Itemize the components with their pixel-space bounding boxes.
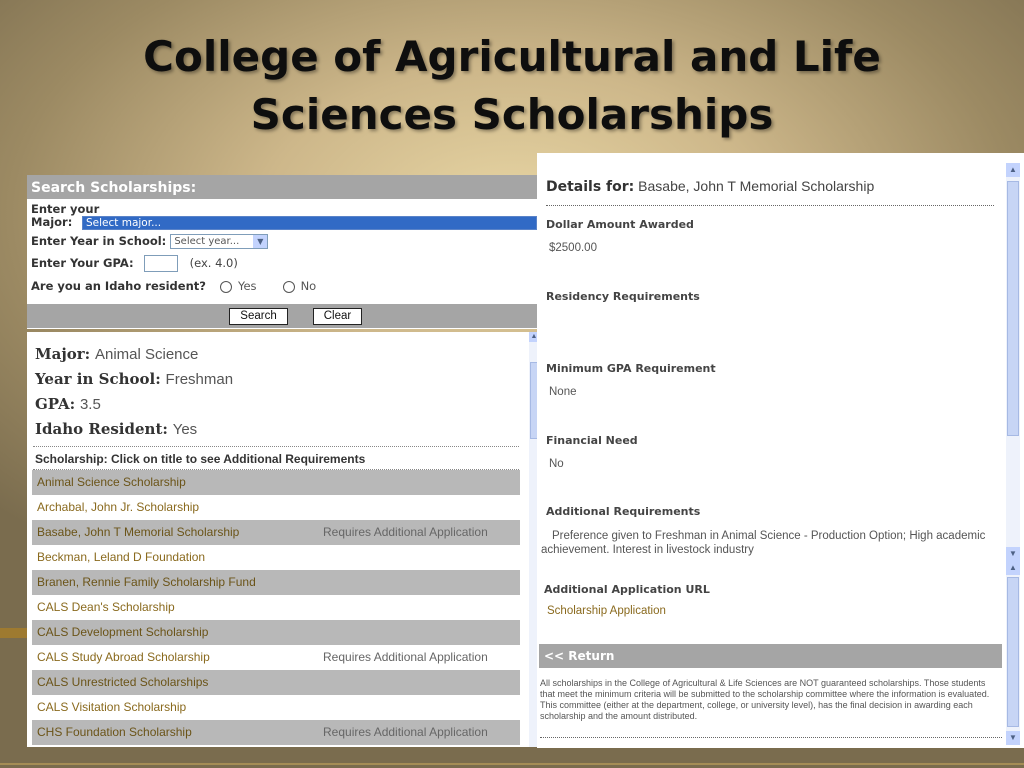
slide-accent-left xyxy=(0,628,27,638)
residency-label: Residency Requirements xyxy=(546,290,700,303)
scholarship-title-link[interactable]: Beckman, Leland D Foundation xyxy=(37,550,206,564)
details-scrollbar[interactable] xyxy=(1006,163,1020,745)
enter-your-label: Enter your xyxy=(31,202,100,216)
application-url-label: Additional Application URL xyxy=(544,583,710,596)
financial-need-label: Financial Need xyxy=(546,434,638,447)
slide-title-line-2: Sciences Scholarships xyxy=(250,90,774,139)
scholarship-row[interactable] xyxy=(32,520,520,545)
min-gpa-value: None xyxy=(549,386,577,398)
scroll-up-icon[interactable]: ▲ xyxy=(1006,163,1020,177)
scholarship-title-link[interactable]: CALS Dean's Scholarship xyxy=(37,600,175,614)
return-button[interactable]: << Return xyxy=(539,644,1002,668)
scholarship-title-link[interactable]: CHS Foundation Scholarship xyxy=(37,725,192,739)
scroll-up-icon[interactable]: ▲ xyxy=(1006,561,1020,575)
slide-title xyxy=(0,28,1024,144)
search-panel xyxy=(27,175,540,329)
details-title xyxy=(546,178,874,195)
major-select[interactable]: Select major... xyxy=(82,216,537,230)
scholarship-row[interactable] xyxy=(32,570,520,595)
resident-label: Are you an Idaho resident? xyxy=(31,279,206,293)
search-button[interactable]: Search xyxy=(229,308,288,325)
details-for-label: Details for: xyxy=(546,179,635,195)
resident-no-radio[interactable] xyxy=(283,281,295,293)
scholarship-row[interactable] xyxy=(32,645,520,670)
result-gpa-label: GPA: xyxy=(35,395,76,413)
search-header: Search Scholarships: xyxy=(27,175,539,199)
divider xyxy=(540,737,1002,738)
scholarship-list-header: Scholarship: Click on title to see Additional Requirements xyxy=(35,452,366,466)
resident-yes-radio[interactable] xyxy=(220,281,232,293)
result-resident-value: Yes xyxy=(172,421,198,438)
details-scholarship-name: Basabe, John T Memorial Scholarship xyxy=(638,178,875,194)
result-gpa-value: 3.5 xyxy=(79,396,101,413)
divider xyxy=(546,205,994,206)
results-panel xyxy=(27,332,539,747)
year-label: Enter Year in School: xyxy=(31,234,167,248)
year-select-value: Select year... xyxy=(174,236,240,247)
chevron-down-icon[interactable]: ▼ xyxy=(253,235,267,248)
scholarship-row[interactable] xyxy=(32,670,520,695)
scholarship-row[interactable] xyxy=(32,720,520,745)
slide-title-line-1: College of Agricultural and Life xyxy=(143,32,881,81)
scholarship-title-link[interactable]: Animal Science Scholarship xyxy=(37,475,186,489)
search-button-bar xyxy=(27,304,539,328)
year-select[interactable] xyxy=(170,234,268,249)
scholarship-row[interactable] xyxy=(32,595,520,620)
scholarship-title-link[interactable]: CALS Development Scholarship xyxy=(37,625,209,639)
gpa-input[interactable] xyxy=(144,255,178,272)
scroll-thumb[interactable] xyxy=(1007,181,1019,436)
financial-need-value: No xyxy=(549,458,564,470)
scroll-thumb[interactable] xyxy=(1007,577,1019,727)
slide-bottom-rule xyxy=(0,763,1024,765)
requires-application-note: Requires Additional Application xyxy=(323,725,488,739)
additional-requirements-label: Additional Requirements xyxy=(546,505,701,518)
scholarship-title-link[interactable]: Archabal, John Jr. Scholarship xyxy=(37,500,200,514)
scholarship-title-link[interactable]: CALS Study Abroad Scholarship xyxy=(37,650,210,664)
requires-application-note: Requires Additional Application xyxy=(323,650,488,664)
result-major-value: Animal Science xyxy=(94,346,199,363)
results-summary xyxy=(27,332,539,442)
gpa-label: Enter Your GPA: xyxy=(31,256,134,270)
result-year-value: Freshman xyxy=(165,371,234,388)
clear-button[interactable]: Clear xyxy=(313,308,362,325)
scholarship-title-link[interactable]: Basabe, John T Memorial Scholarship xyxy=(37,525,240,539)
scholarship-row[interactable] xyxy=(32,470,520,495)
amount-label: Dollar Amount Awarded xyxy=(546,218,694,231)
scroll-down-icon[interactable]: ▼ xyxy=(1006,731,1020,745)
additional-requirements-value: Preference given to Freshman in Animal Science - Production Option; High academic achievement. Interest in livestock industry xyxy=(541,530,986,556)
resident-yes-label: Yes xyxy=(237,279,257,293)
result-major-label: Major: xyxy=(35,345,91,363)
resident-no-label: No xyxy=(300,279,317,293)
requires-application-note: Requires Additional Application xyxy=(323,525,488,539)
details-panel xyxy=(537,153,1024,748)
scroll-down-icon[interactable]: ▼ xyxy=(1006,547,1020,561)
scholarship-row[interactable] xyxy=(32,695,520,720)
scholarship-title-link[interactable]: CALS Visitation Scholarship xyxy=(37,700,187,714)
major-label: Major: xyxy=(31,215,73,229)
scholarship-list xyxy=(32,470,520,745)
scholarship-row[interactable] xyxy=(32,495,520,520)
min-gpa-label: Minimum GPA Requirement xyxy=(546,362,716,375)
gpa-hint: (ex. 4.0) xyxy=(189,256,238,270)
scholarship-title-link[interactable]: CALS Unrestricted Scholarships xyxy=(37,675,209,689)
details-footnote: All scholarships in the College of Agricultural & Life Sciences are NOT guaranteed scholarships. Those students that meet the minimum criteria will be submitted to the scholarship committee where the information is evaluated. This committee (either at the department, college, or university level), has the final decision in awarding each scholarship and the amount distributed. xyxy=(540,678,990,721)
scholarship-row[interactable] xyxy=(32,545,520,570)
result-year-label: Year in School: xyxy=(35,370,161,388)
result-resident-label: Idaho Resident: xyxy=(35,420,168,438)
scholarship-title-link[interactable]: Branen, Rennie Family Scholarship Fund xyxy=(37,575,256,589)
scroll-up-icon[interactable]: ▲ xyxy=(530,333,538,340)
amount-value: $2500.00 xyxy=(549,242,597,254)
scholarship-row[interactable] xyxy=(32,620,520,645)
application-url-link[interactable]: Scholarship Application xyxy=(547,605,666,617)
